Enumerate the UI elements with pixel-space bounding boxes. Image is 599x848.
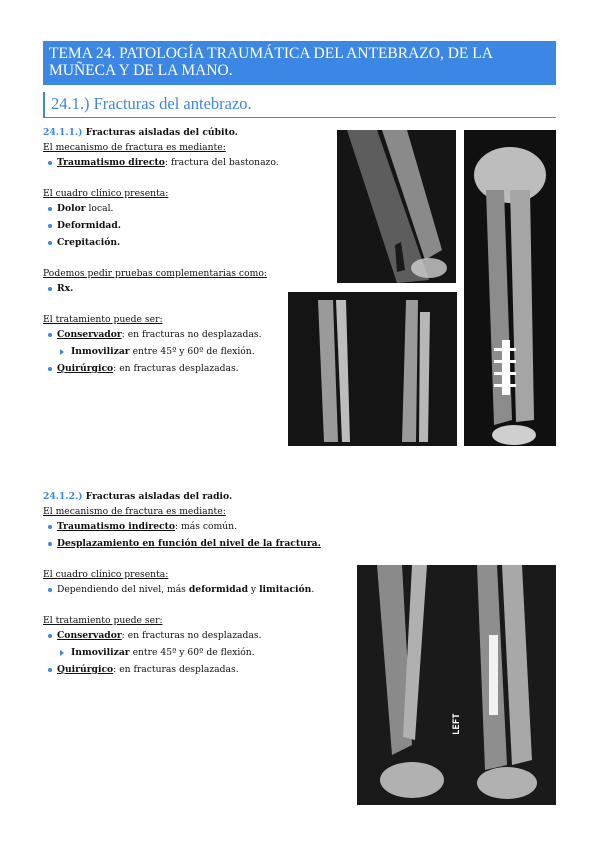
term: Dolor bbox=[57, 203, 86, 214]
text: : en fracturas no desplazadas. bbox=[121, 630, 262, 641]
cubito-heading bbox=[43, 127, 343, 139]
term: limitación bbox=[259, 584, 312, 595]
list-item bbox=[43, 237, 343, 249]
term: Crepitación. bbox=[57, 237, 121, 248]
text: : en fracturas no desplazadas. bbox=[121, 329, 262, 340]
term: Rx. bbox=[57, 283, 74, 294]
cubito-treat-lead: El tratamiento puede ser: bbox=[43, 314, 163, 325]
text: : en fracturas desplazadas. bbox=[113, 363, 239, 374]
radio-treat-list bbox=[43, 630, 343, 676]
radio-mechanism-list bbox=[43, 521, 343, 550]
term: Conservador bbox=[57, 329, 122, 340]
term: Deformidad. bbox=[57, 220, 121, 231]
text: local. bbox=[85, 203, 114, 214]
term: Traumatismo indirecto bbox=[57, 521, 176, 532]
radio-heading bbox=[43, 491, 343, 503]
text: . bbox=[311, 584, 315, 595]
cubito-tests-lead: Podemos pedir pruebas complementarias como: bbox=[43, 268, 267, 279]
cubito-clinic-list bbox=[43, 203, 343, 249]
cubito-title: Fracturas aisladas del cúbito. bbox=[85, 127, 238, 138]
chapter-banner bbox=[43, 41, 556, 85]
text: entre 45º y 60º de flexión. bbox=[129, 346, 255, 357]
list-item bbox=[43, 538, 343, 550]
list-item bbox=[43, 157, 343, 169]
xray-radius-fracture-image bbox=[357, 565, 556, 805]
term: Desplazamiento en función del nivel de la fractura. bbox=[57, 538, 321, 549]
term: Inmovilizar bbox=[71, 647, 130, 658]
list-item bbox=[43, 203, 343, 215]
list-item bbox=[43, 584, 343, 596]
cubito-mechanism-list bbox=[43, 157, 343, 169]
cubito-mechanism-lead: El mecanismo de fractura es mediante: bbox=[43, 142, 226, 153]
section-title-text: 24.1.) Fracturas del antebrazo. bbox=[51, 94, 252, 113]
list-item bbox=[43, 647, 343, 659]
text: : fractura del bastonazo. bbox=[164, 157, 279, 168]
radio-section bbox=[43, 491, 343, 681]
text: Dependiendo del nivel, más bbox=[57, 584, 189, 595]
radio-clinic-lead: El cuadro clínico presenta: bbox=[43, 569, 169, 580]
radio-treat-lead: El tratamiento puede ser: bbox=[43, 615, 163, 626]
text: entre 45º y 60º de flexión. bbox=[129, 647, 255, 658]
term: Conservador bbox=[57, 630, 122, 641]
xray-ulna-fracture-image bbox=[337, 130, 456, 283]
chapter-title: TEMA 24. PATOLOGÍA TRAUMÁTICA DEL ANTEBRAZO, DE LA MUÑECA Y DE LA MANO. bbox=[49, 45, 493, 79]
radio-mechanism-lead: El mecanismo de fractura es mediante: bbox=[43, 506, 226, 517]
text: y bbox=[248, 584, 260, 595]
xray-ulna-plate-image bbox=[464, 130, 556, 446]
cubito-number: 24.1.1.) bbox=[43, 127, 83, 138]
xray-ulna-two-views-image bbox=[288, 292, 457, 446]
text: : en fracturas desplazadas. bbox=[113, 664, 239, 675]
term: deformidad bbox=[188, 584, 249, 595]
term: Quirúrgico bbox=[57, 664, 114, 675]
radio-title: Fracturas aisladas del radio. bbox=[85, 491, 233, 502]
section-title bbox=[43, 92, 556, 118]
term: Traumatismo directo bbox=[57, 157, 165, 168]
list-item bbox=[43, 630, 343, 642]
list-item bbox=[43, 220, 343, 232]
xray-side-marker: LEFT bbox=[452, 713, 462, 735]
text: : más común. bbox=[175, 521, 237, 532]
cubito-clinic-lead: El cuadro clínico presenta: bbox=[43, 188, 169, 199]
list-item bbox=[43, 521, 343, 533]
radio-number: 24.1.2.) bbox=[43, 491, 83, 502]
radio-clinic-list bbox=[43, 584, 343, 596]
term: Inmovilizar bbox=[71, 346, 130, 357]
list-item bbox=[43, 664, 343, 676]
term: Quirúrgico bbox=[57, 363, 114, 374]
